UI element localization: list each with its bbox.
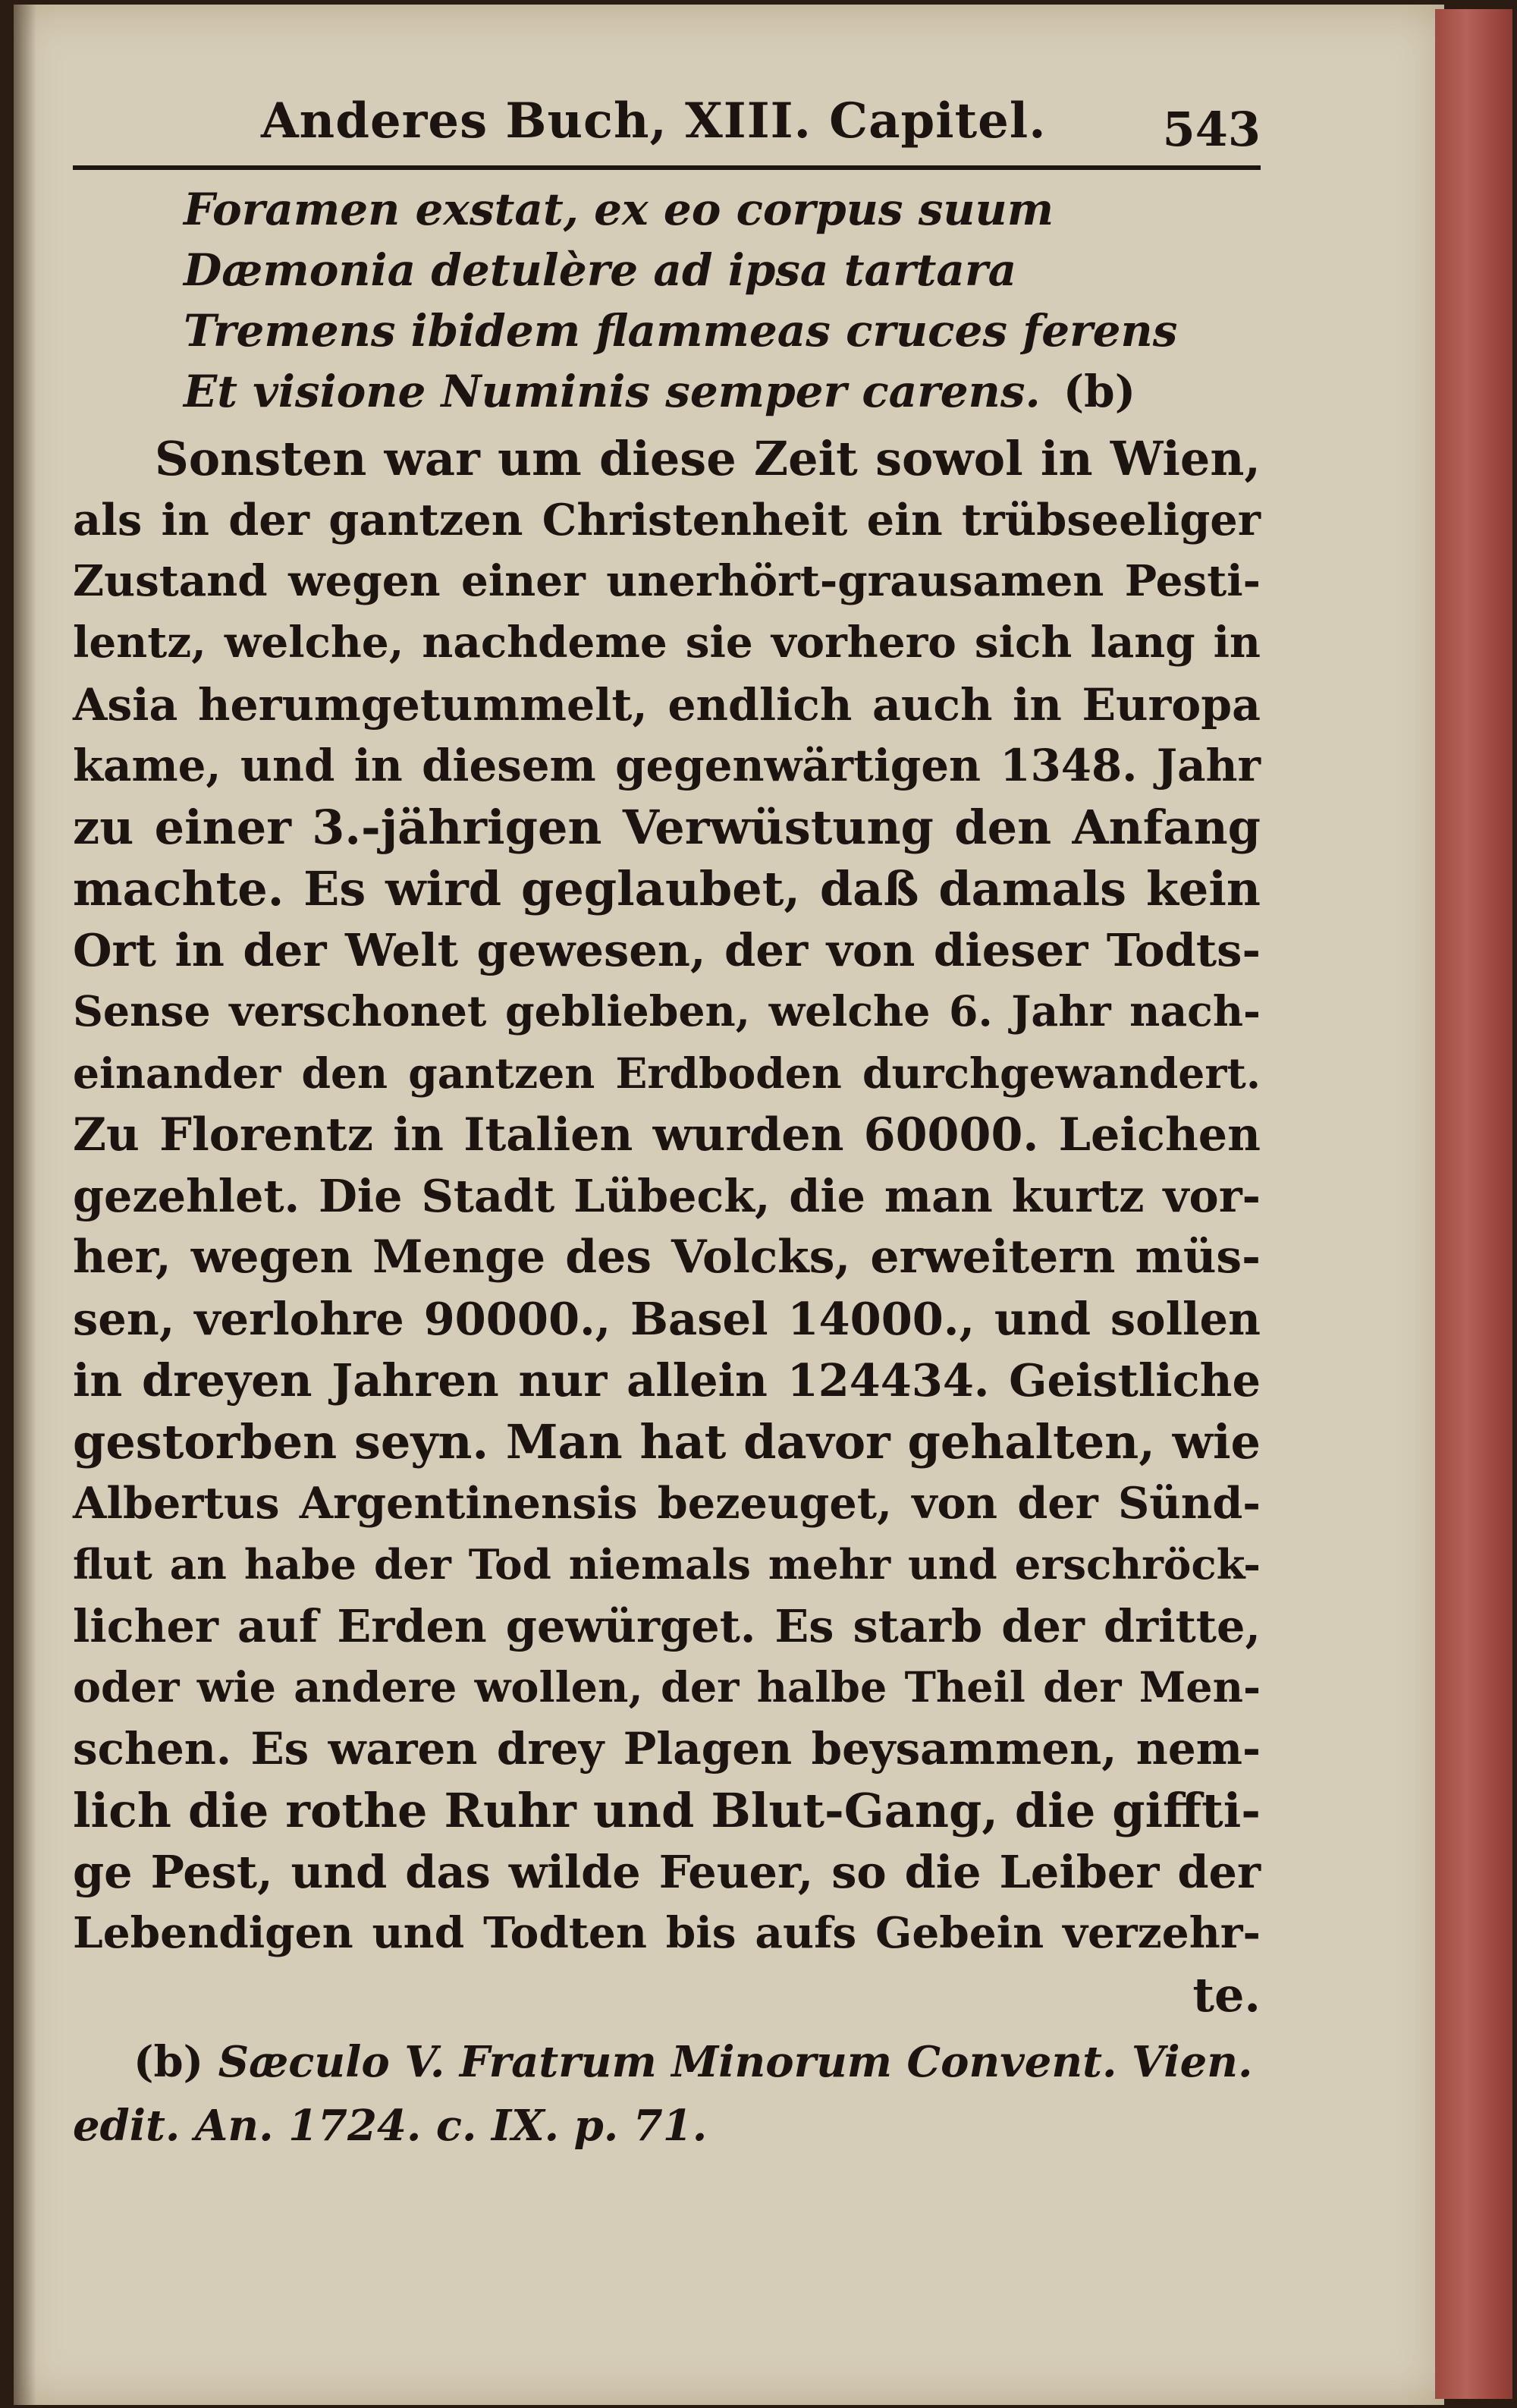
text-line: schen. Es waren drey Plagen beysammen, nem- [73,1723,1261,1775]
text-line: Zu Florentz in Italien wurden 60000. Leichen [73,1108,1261,1162]
text-line: flut an habe der Tod niemals mehr und erschröck- [73,1540,1261,1589]
text-line: oder wie andere wollen, der halbe Theil der Men- [73,1663,1261,1712]
verse-line [184,361,1261,422]
latin-verse [184,179,1261,422]
text-line: zu einer 3.-jährigen Verwüstung den Anfang [73,800,1261,855]
footnote-reference: (b) [1063,366,1136,417]
text-line: Ort in der Welt gewesen, der von dieser Todts- [73,923,1261,976]
text-line: gezehlet. Die Stadt Lübeck, die man kurtz vor- [73,1170,1261,1222]
verse-line: Foramen exstat, ex eo corpus suum [184,184,1054,235]
text-line: Zustand wegen einer unerhört-grausamen Pesti- [73,556,1261,606]
verse-line: Tremens ibidem flammeas cruces ferens [184,305,1178,357]
text-line: Lebendigen und Todten bis aufs Gebein verzehr- [73,1908,1261,1958]
text-line: te. [1192,1967,1261,2023]
page-edge [1435,9,1512,2399]
text-line: her, wegen Menge des Volcks, erweitern müs- [73,1231,1261,1284]
text-line: Albertus Argentinensis bezeuget, von der Sünd- [73,1478,1261,1529]
text-line: ge Pest, und das wilde Feuer, so die Leiber der [73,1846,1261,1898]
page-header [73,91,1261,174]
footnote [73,2030,1261,2158]
text-line: sen, verlohre 90000., Basel 14000., und sollen [73,1293,1261,1345]
gutter-shadow [14,5,36,2405]
footnote-line [73,2030,1261,2094]
text-line: lich die rothe Ruhr und Blut-Gang, die giffti- [73,1783,1261,1838]
text-block [73,91,1261,2151]
text-line: einander den gantzen Erdboden durchgewandert. [73,1048,1261,1098]
footnote-text: Sæculo V. Fratrum Minorum Convent. Vien. [218,2037,1253,2087]
footnote-line: edit. An. 1724. c. IX. p. 71. [73,2101,708,2151]
text-line: kame, und in diesem gegenwärtigen 1348. Jahr [73,740,1261,791]
body-paragraph [73,428,1261,2026]
text-line: machte. Es wird geglaubet, daß damals kein [73,861,1261,916]
text-line: lentz, welche, nachdeme sie vorhero sich lang in [73,618,1261,668]
header-rule [73,165,1261,170]
text-line: in dreyen Jahren nur allein 124434. Geistliche [73,1354,1261,1407]
footnote-label: (b) [133,2037,204,2087]
verse-line-text: Et visione Numinis semper carens. [184,366,1041,417]
text-line: gestorben seyn. Man hat davor gehalten, wie [73,1414,1261,1470]
running-head: Anderes Buch, XIII. Capitel. [261,93,1047,149]
text-line: Asia herumgetummelt, endlich auch in Europa [73,678,1261,731]
verse-line: Dæmonia detulère ad ipsa tartara [184,244,1017,296]
text-line: Sonsten war um diese Zeit sowol in Wien, [155,431,1261,486]
text-line: als in der gantzen Christenheit ein trübseeliger [73,494,1261,545]
text-line: Sense verschonet geblieben, welche 6. Jahr nach- [73,987,1261,1036]
text-line: licher auf Erden gewürget. Es starb der dritte, [73,1600,1261,1652]
page-number: 543 [1162,102,1261,157]
